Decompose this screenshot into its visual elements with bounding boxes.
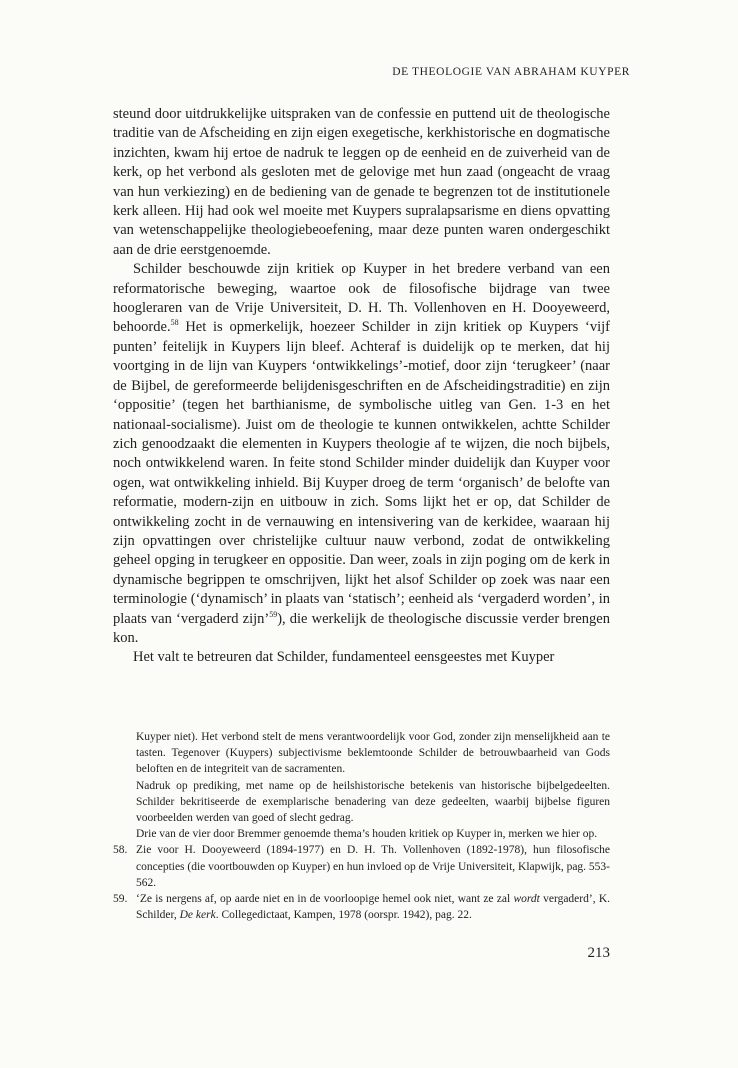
paragraph-2-part-c: ), die werkelijk de theologische discussie verder brengen kon. xyxy=(113,610,610,646)
footnote-59-text-c: . Collegedictaat, Kampen, 1978 (oorspr. 1942), pag. 22. xyxy=(215,909,472,922)
footnote-59-book-title: De kerk xyxy=(179,909,216,922)
footnotes xyxy=(113,729,610,923)
footnote-continuation-1: Kuyper niet). Het verbond stelt de mens verantwoordelijk voor God, zonder zijn menselijkheid aan te tasten. Tegenover (Kuypers) subjectivisme beklemtoonde Schilder de betrouwbaarheid van Gods beloften en de integriteit van de sacramenten. xyxy=(136,731,610,776)
footnote-continuation-3: Drie van de vier door Bremmer genoemde thema’s houden kritiek op Kuyper in, merken we hier op. xyxy=(136,828,598,841)
footnote-58-number: 58. xyxy=(113,844,128,857)
footnote-ref-59: 59 xyxy=(269,609,278,619)
footnote-58 xyxy=(113,842,610,891)
paragraph-3: Het valt te betreuren dat Schilder, fundamenteel eensgeestes met Kuyper xyxy=(133,649,555,666)
main-text xyxy=(113,105,610,668)
paragraph-2 xyxy=(113,260,610,648)
footnote-ref-58: 58 xyxy=(170,318,179,328)
footnote-continuation-2: Nadruk op prediking, met name op de heilshistorische betekenis van historische bijbelgedeelten. Schilder bekritiseerde de exemplarische benadering van deze gedeelten, waarbij bijbelse figuren voorbeelden werden van goed of slecht gedrag. xyxy=(136,779,610,825)
footnote-59-text-b: vergaderd’, K. Schilder, xyxy=(136,893,610,922)
footnote-59 xyxy=(113,891,610,923)
footnote-59-italic-word: wordt xyxy=(513,893,540,906)
page-number: 213 xyxy=(587,945,610,961)
paragraph-2-part-b: Het is opmerkelijk, hoezeer Schilder in zijn kritiek op Kuypers ‘vijf punten’ feitelijk in Kuypers lijn bleef. Achteraf is duidelijk op te merken, dat hij voortging in de lijn van Kuypers ‘ontwikkelings’-motief, door zijn ‘terugkeer’ (naar de Bijbel, de gereformeerde belijdenisgeschriften en de Afscheidingstraditie) en zijn ‘oppositie’ (tegen het barthianisme, de symbolische uitleg van Gen. 1-3 en het nationaal-socialisme). Juist om de theologie te kunnen ontwikkelen, achtte Schilder zich genoodzaakt die elementen in Kuypers theologie af te wijzen, die noch bijbels, noch ontwikkelend waren. In feite stond Schilder minder duidelijk dan Kuyper voor ogen, wat ontwikkeling inhield. Bij Kuyper droeg de term ‘organisch’ de belofte van reformatie, modern-zijn en uitbouw in zich. Soms lijkt het er op, dat Schilder de ontwikkeling zocht in de vernauwing en intensivering van de kerkidee, waaraan hij zijn opvattingen over christelijke cultuur nauw verbond, zodat de ontwikkeling geheel opging in terugkeer en oppositie. Dan weer, zoals in zijn poging om de kerk in dynamische begrippen te omschrijven, lijkt het alsof Schilder op zoek was naar een terminologie (‘dynamisch’ in plaats van ‘statisch’; eenheid als ‘vergaderd worden’, in plaats van ‘vergaderd zijn’ xyxy=(113,319,610,627)
footnote-59-text-a: ‘Ze is nergens af, op aarde niet en in de voorloopige hemel ook niet, want ze zal xyxy=(136,893,514,906)
running-header: DE THEOLOGIE VAN ABRAHAM KUYPER xyxy=(392,66,630,78)
footnote-59-number: 59. xyxy=(113,893,128,906)
paragraph-2-part-a: Schilder beschouwde zijn kritiek op Kuyper in het bredere verband van een reformatorische beweging, waartoe ook de filosofische bijdrage van twee hoogleraren van de Vrije Universiteit, D. H. Th. Vollenhoven en H. Dooyeweerd, behoorde. xyxy=(113,261,610,336)
footnote-58-text: Zie voor H. Dooyeweerd (1894-1977) en D. H. Th. Vollenhoven (1892-1978), hun filosofische concepties (die voortbouwden op Kuyper) en hun invloed op de Vrije Universiteit, Klapwijk, pag. 553-562. xyxy=(136,844,610,889)
paragraph-1: steund door uitdrukkelijke uitspraken van de confessie en puttend uit de theologische traditie van de Afscheiding en zijn eigen exegetische, kerkhistorische en dogmatische inzichten, kwam hij ertoe de nadruk te leggen op de eenheid en de zuiverheid van de kerk, op het verbond als gesloten met de gelovige met hun zaad (ongeacht de vraag van hun verkiezing) en de bediening van de genade te begrenzen tot de institutionele kerk alleen. Hij had ook wel moeite met Kuypers supralapsarisme en diens opvatting van wetenschappelijke theologiebeoefening, maar deze punten waren ondergeschikt aan de drie eerstgenoemde. xyxy=(113,106,610,258)
